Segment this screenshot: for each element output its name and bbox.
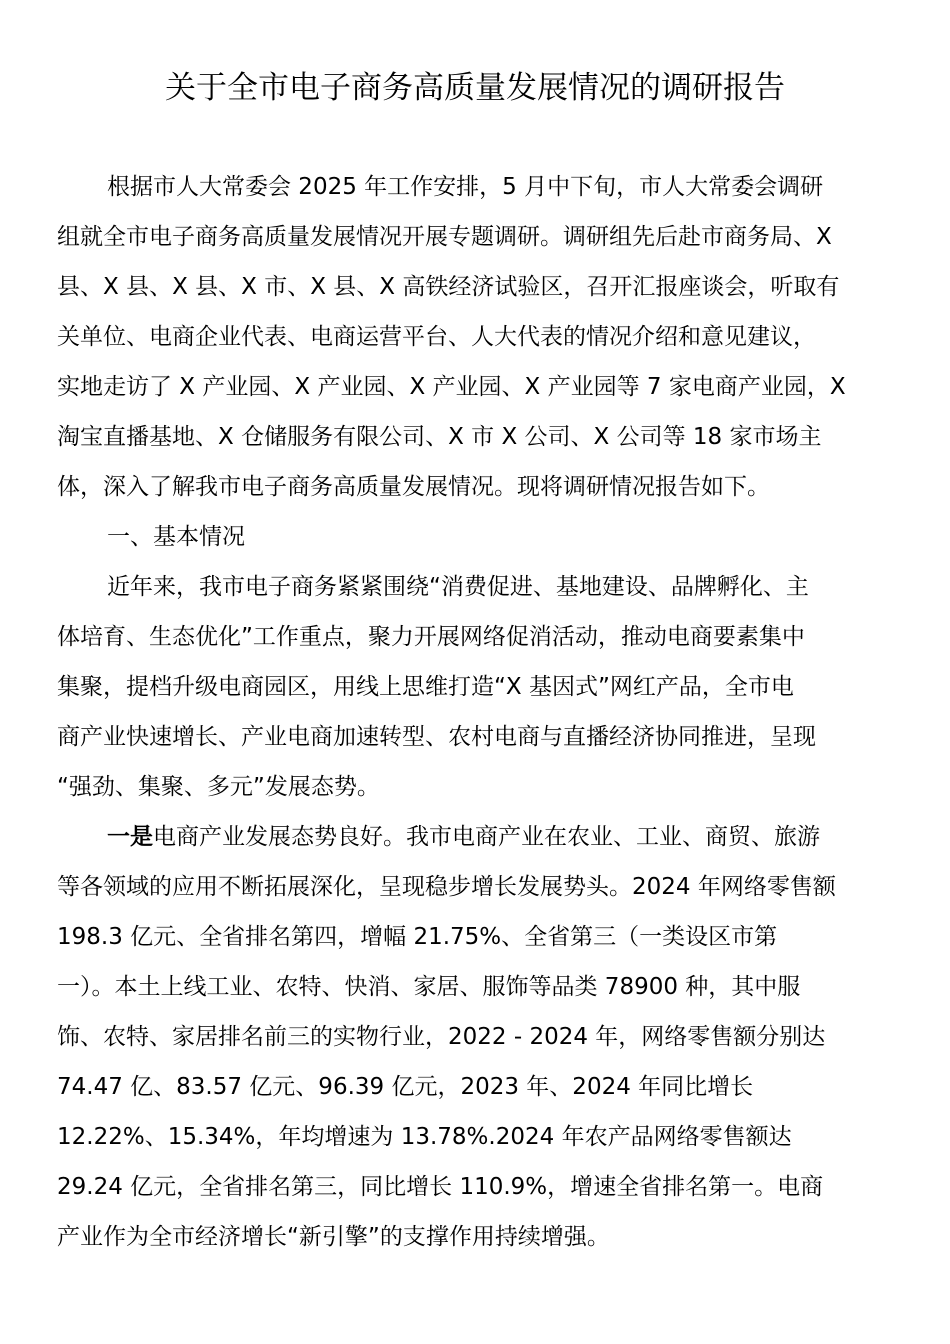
- intro-line: 县、X 县、X 县、X 市、X 县、X 高铁经济试验区，召开汇报座谈会，听取有: [57, 274, 840, 300]
- point-one-line: 198.3 亿元、全省排名第四，增幅 21.75%、全省第三（一类设区市第: [57, 924, 778, 950]
- point-one-line: 12.22%、15.34%，年均增速为 13.78%.2024 年农产品网络零售额达: [57, 1124, 792, 1150]
- overview-line: 体培育、生态优化”工作重点，聚力开展网络促消活动，推动电商要素集中: [57, 624, 805, 650]
- intro-paragraph: [57, 162, 893, 512]
- point-one-line: 等各领域的应用不断拓展深化，呈现稳步增长发展势头。2024 年网络零售额: [57, 874, 836, 900]
- point-one-lead: 一是: [107, 824, 153, 850]
- point-one-line: 产业作为全市经济增长“新引擎”的支撑作用持续增强。: [57, 1224, 610, 1250]
- intro-line: 实地走访了 X 产业园、X 产业园、X 产业园、X 产业园等 7 家电商产业园，X: [57, 374, 846, 400]
- point-one-line: 饰、农特、家居排名前三的实物行业，2022 - 2024 年，网络零售额分别达: [57, 1024, 826, 1050]
- point-one-line-text: 电商产业发展态势良好。我市电商产业在农业、工业、商贸、旅游: [153, 824, 820, 850]
- point-one-line: 74.47 亿、83.57 亿元、96.39 亿元，2023 年、2024 年同比增长: [57, 1074, 754, 1100]
- point-one-line: 29.24 亿元，全省排名第三，同比增长 110.9%，增速全省排名第一。电商: [57, 1174, 824, 1200]
- point-one-paragraph: [57, 812, 893, 1262]
- intro-line: 组就全市电子商务高质量发展情况开展专题调研。调研组先后赴市商务局、X: [57, 224, 832, 250]
- document-title: 关于全市电子商务高质量发展情况的调研报告: [165, 70, 785, 106]
- intro-line: 体，深入了解我市电子商务高质量发展情况。现将调研情况报告如下。: [57, 474, 770, 500]
- intro-line: 淘宝直播基地、X 仓储服务有限公司、X 市 X 公司、X 公司等 18 家市场主: [57, 424, 822, 450]
- intro-line: 关单位、电商企业代表、电商运营平台、人大代表的情况介绍和意见建议，: [57, 324, 816, 350]
- point-one-first-line: [57, 812, 893, 862]
- overview-paragraph: [57, 562, 893, 812]
- overview-line: 集聚，提档升级电商园区，用线上思维打造“X 基因式”网红产品，全市电: [57, 674, 794, 700]
- overview-line: 近年来，我市电子商务紧紧围绕“消费促进、基地建设、品牌孵化、主: [107, 574, 809, 600]
- overview-line: “强劲、集聚、多元”发展态势。: [57, 774, 380, 800]
- intro-line: 根据市人大常委会 2025 年工作安排，5 月中下旬，市人大常委会调研: [107, 174, 824, 200]
- overview-line: 商产业快速增长、产业电商加速转型、农村电商与直播经济协同推进，呈现: [57, 724, 816, 750]
- section-heading: 一、基本情况: [107, 524, 245, 550]
- document-body: [57, 162, 893, 1262]
- point-one-line: 一）。本土上线工业、农特、快消、家居、服饰等品类 78900 种，其中服: [57, 974, 801, 1000]
